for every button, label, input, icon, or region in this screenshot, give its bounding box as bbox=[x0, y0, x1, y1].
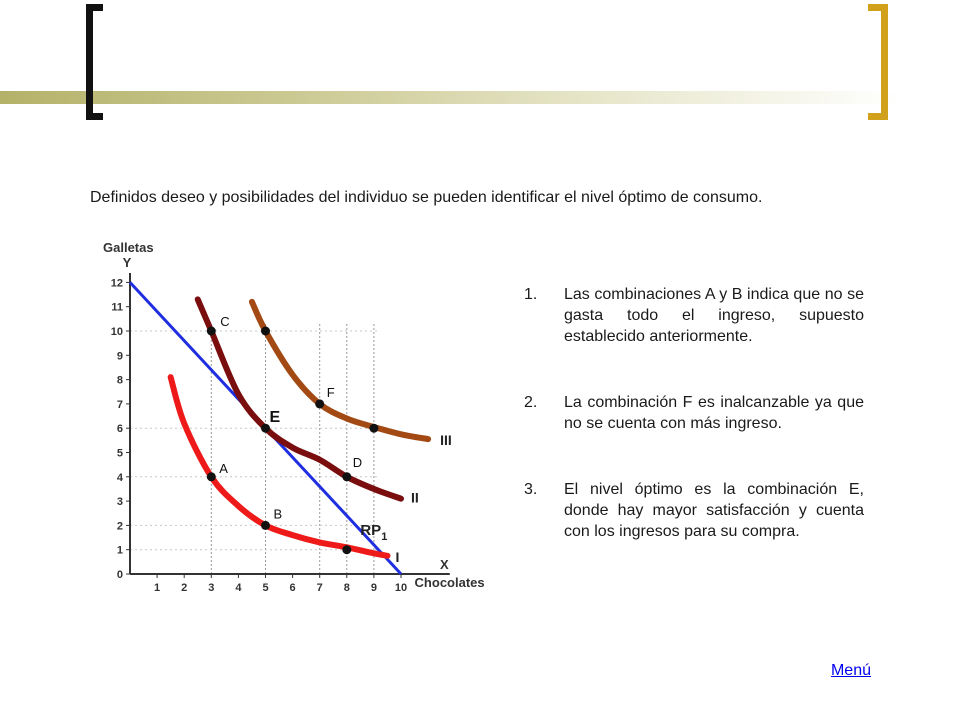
x-tick-label: 8 bbox=[343, 582, 350, 594]
chart-point-label-F: F bbox=[326, 384, 335, 400]
left-bracket-decoration bbox=[86, 4, 103, 120]
chart-point-label-B: B bbox=[273, 506, 283, 522]
list-item bbox=[524, 392, 864, 434]
chart-point-label-E: E bbox=[269, 409, 281, 427]
chart-point bbox=[342, 545, 351, 554]
chart-canvas bbox=[100, 235, 500, 597]
list-item bbox=[524, 284, 864, 347]
x-axis-title: Chocolates bbox=[414, 575, 485, 590]
chart-point-label-C: C bbox=[220, 314, 230, 329]
list-item-text: El nivel óptimo es la combinación E, donde hay mayor satisfacción y cuenta con los ingresos para su compra. bbox=[564, 481, 864, 540]
y-tick-label: 4 bbox=[116, 471, 123, 484]
y-axis-letter: Y bbox=[122, 255, 132, 270]
decorative-band bbox=[0, 91, 900, 104]
x-tick-label: 10 bbox=[394, 582, 408, 594]
list-item-number: 2. bbox=[524, 394, 538, 411]
chart-point bbox=[369, 424, 378, 433]
chart-point bbox=[261, 327, 270, 336]
x-tick-label: 3 bbox=[208, 582, 215, 594]
y-axis-title: Galletas bbox=[103, 240, 154, 255]
chart-point-B bbox=[261, 521, 270, 530]
intro-text: Definidos deseo y posibilidades del individuo se pueden identificar el nivel óptimo de consumo. bbox=[90, 189, 763, 206]
curve-label-II: II bbox=[411, 489, 419, 506]
y-tick-label: 6 bbox=[116, 423, 123, 436]
y-tick-label: 11 bbox=[111, 301, 123, 314]
chart-point-label-A: A bbox=[219, 460, 228, 476]
list-item-text: La combinación F es inalcanzable ya que no se cuenta con más ingreso. bbox=[564, 394, 864, 432]
list-item-number: 3. bbox=[524, 481, 538, 498]
curve-label-III: III bbox=[440, 432, 452, 449]
budget-line-label: $RP_1$ bbox=[360, 522, 388, 544]
x-tick-label: 9 bbox=[370, 582, 377, 594]
y-tick-label: 9 bbox=[116, 350, 123, 363]
y-tick-label: 3 bbox=[116, 496, 123, 509]
x-axis-letter: X bbox=[440, 557, 449, 572]
chart-point-label-D: D bbox=[352, 454, 363, 470]
curve-label-I: I bbox=[395, 548, 400, 565]
x-tick-label: 2 bbox=[181, 582, 188, 594]
y-tick-label: 2 bbox=[116, 520, 123, 533]
y-tick-label: 10 bbox=[110, 326, 123, 338]
x-tick-label: 5 bbox=[262, 582, 269, 594]
right-bracket-decoration bbox=[868, 4, 888, 120]
x-tick-label: 4 bbox=[235, 582, 242, 594]
chart-point-F bbox=[315, 399, 324, 408]
y-tick-label: 5 bbox=[116, 447, 123, 460]
y-tick-label: 12 bbox=[110, 277, 123, 290]
x-tick-label: 6 bbox=[289, 582, 296, 594]
indifference-curve-II bbox=[198, 299, 401, 498]
y-tick-label: 1 bbox=[116, 544, 123, 557]
indifference-chart bbox=[100, 235, 500, 597]
list-item-number: 1. bbox=[524, 286, 538, 303]
menu-link[interactable]: Menú bbox=[830, 662, 871, 679]
list-item bbox=[524, 479, 864, 542]
y-tick-label: 0 bbox=[116, 569, 123, 581]
explanation-list bbox=[524, 284, 864, 542]
y-tick-label: 8 bbox=[116, 374, 123, 387]
list-item-text: Las combinaciones A y B indica que no se gasta todo el ingreso, supuesto establecido anteriormente. bbox=[564, 286, 864, 345]
y-tick-label: 7 bbox=[116, 398, 123, 411]
chart-point-A bbox=[207, 472, 216, 481]
chart-point-C bbox=[207, 327, 216, 336]
chart-point-D bbox=[342, 472, 351, 481]
x-tick-label: 1 bbox=[154, 582, 161, 594]
x-tick-label: 7 bbox=[316, 582, 323, 594]
